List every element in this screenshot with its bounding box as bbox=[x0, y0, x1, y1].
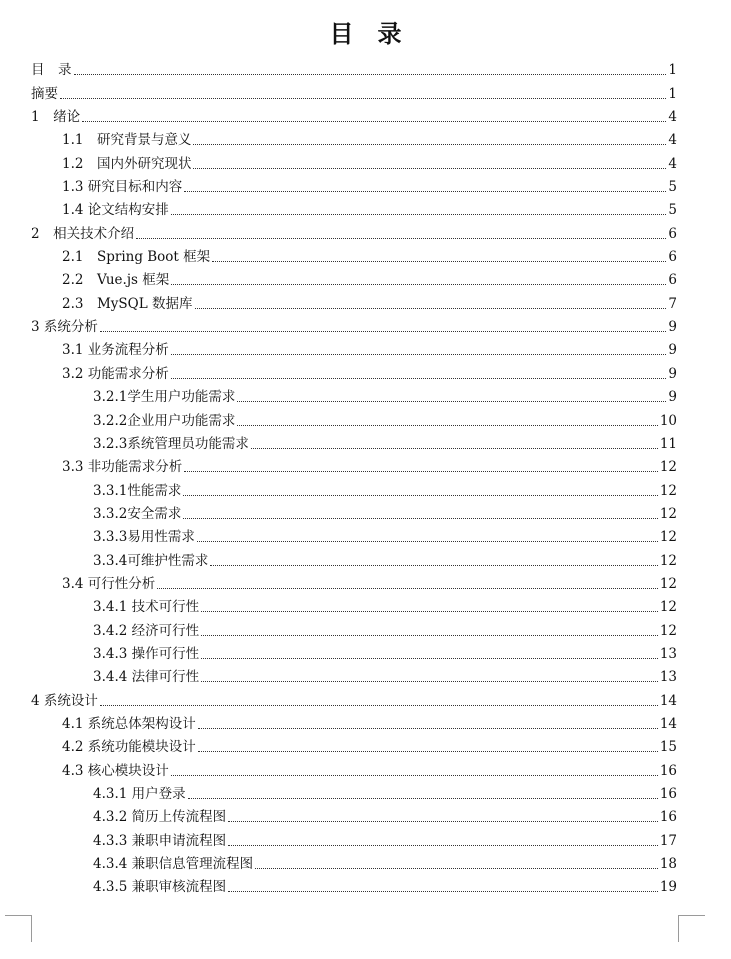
toc-dot-leader bbox=[228, 844, 658, 846]
toc-dot-leader bbox=[195, 307, 667, 309]
toc-dot-leader bbox=[193, 167, 666, 169]
toc-entry-label: 1 绪论 bbox=[31, 109, 81, 126]
toc-entry[interactable] bbox=[31, 429, 677, 452]
toc-dot-leader bbox=[201, 634, 658, 636]
toc-entry[interactable] bbox=[31, 358, 677, 381]
toc-entry-page-number: 6 bbox=[668, 225, 677, 242]
toc-entry[interactable] bbox=[31, 148, 677, 171]
toc-entry[interactable] bbox=[31, 592, 677, 615]
toc-dot-leader bbox=[184, 190, 666, 192]
toc-entry-label: 目 录 bbox=[31, 62, 72, 79]
toc-entry-label: 3.2.2企业用户功能需求 bbox=[93, 412, 236, 429]
toc-entry[interactable] bbox=[31, 335, 677, 358]
toc-entry-page-number: 4 bbox=[668, 132, 677, 149]
toc-entry-label: 4.2 系统功能模块设计 bbox=[62, 739, 196, 756]
toc-entry-page-number: 12 bbox=[659, 622, 677, 639]
toc-dot-leader bbox=[100, 704, 658, 706]
toc-entry-page-number: 12 bbox=[659, 459, 677, 476]
toc-entry[interactable] bbox=[31, 569, 677, 592]
toc-entry[interactable] bbox=[31, 172, 677, 195]
toc-entry-page-number: 12 bbox=[659, 575, 677, 592]
toc-entry-page-number: 14 bbox=[659, 692, 677, 709]
toc-entry-label: 4.1 系统总体架构设计 bbox=[62, 715, 196, 732]
toc-entry-label: 3.2 功能需求分析 bbox=[62, 365, 169, 382]
toc-entry-page-number: 16 bbox=[659, 762, 677, 779]
toc-entry-label: 4 系统设计 bbox=[31, 692, 98, 709]
toc-entry-page-number: 1 bbox=[668, 62, 677, 79]
toc-entry-page-number: 12 bbox=[659, 505, 677, 522]
toc-dot-leader bbox=[171, 377, 667, 379]
toc-entry-page-number: 19 bbox=[659, 879, 677, 896]
toc-entry-page-number: 14 bbox=[659, 715, 677, 732]
toc-entry-page-number: 5 bbox=[668, 179, 677, 196]
table-of-contents bbox=[31, 55, 677, 895]
toc-entry-page-number: 17 bbox=[659, 832, 677, 849]
toc-entry[interactable] bbox=[31, 755, 677, 778]
toc-entry-label: 1.1 研究背景与意义 bbox=[62, 132, 192, 149]
toc-entry[interactable] bbox=[31, 55, 677, 78]
toc-entry-page-number: 12 bbox=[659, 482, 677, 499]
toc-entry-label: 1.4 论文结构安排 bbox=[62, 202, 169, 219]
toc-entry-label: 3.4.2 经济可行性 bbox=[93, 622, 200, 639]
toc-entry[interactable] bbox=[31, 849, 677, 872]
toc-dot-leader bbox=[171, 774, 658, 776]
toc-entry-label: 3.3 非功能需求分析 bbox=[62, 459, 183, 476]
toc-entry-label: 3 系统分析 bbox=[31, 319, 98, 336]
toc-dot-leader bbox=[100, 330, 667, 332]
toc-entry-label: 3.1 业务流程分析 bbox=[62, 342, 169, 359]
toc-entry[interactable] bbox=[31, 825, 677, 848]
toc-entry[interactable] bbox=[31, 405, 677, 428]
toc-entry-page-number: 9 bbox=[668, 389, 677, 406]
toc-entry-page-number: 6 bbox=[668, 272, 677, 289]
toc-entry[interactable] bbox=[31, 545, 677, 568]
toc-entry-page-number: 12 bbox=[659, 552, 677, 569]
toc-entry-page-number: 13 bbox=[659, 645, 677, 662]
toc-dot-leader bbox=[212, 260, 666, 262]
toc-dot-leader bbox=[183, 494, 657, 496]
toc-dot-leader bbox=[198, 750, 658, 752]
toc-entry-page-number: 6 bbox=[668, 249, 677, 266]
toc-entry[interactable] bbox=[31, 78, 677, 101]
toc-entry-label: 4.3.1 用户登录 bbox=[93, 786, 186, 802]
toc-entry-page-number: 9 bbox=[668, 365, 677, 382]
toc-entry-page-number: 4 bbox=[668, 109, 677, 126]
toc-dot-leader bbox=[237, 400, 666, 402]
toc-dot-leader bbox=[193, 143, 666, 145]
toc-entry-label: 4.3.5 兼职审核流程图 bbox=[93, 879, 227, 896]
toc-entry-page-number: 10 bbox=[659, 412, 677, 429]
toc-entry-label: 3.3.4可维护性需求 bbox=[93, 552, 209, 569]
toc-entry-page-number: 13 bbox=[659, 669, 677, 686]
toc-dot-leader bbox=[188, 797, 658, 799]
toc-entry[interactable] bbox=[31, 475, 677, 498]
toc-entry-page-number: 15 bbox=[659, 739, 677, 756]
toc-entry-label: 3.4.3 操作可行性 bbox=[93, 645, 200, 662]
toc-entry[interactable] bbox=[31, 732, 677, 755]
toc-entry-label: 1.3 研究目标和内容 bbox=[62, 179, 183, 196]
toc-dot-leader bbox=[157, 587, 658, 589]
toc-entry[interactable] bbox=[31, 709, 677, 732]
toc-entry[interactable] bbox=[31, 312, 677, 335]
toc-dot-leader bbox=[255, 867, 658, 869]
toc-entry[interactable] bbox=[31, 802, 677, 825]
toc-entry-page-number: 16 bbox=[659, 809, 677, 826]
page-title: 目 录 bbox=[329, 20, 402, 48]
toc-dot-leader bbox=[198, 727, 658, 729]
toc-dot-leader bbox=[74, 73, 667, 75]
toc-entry-label: 3.3.2安全需求 bbox=[93, 505, 182, 522]
toc-entry-label: 摘要 bbox=[31, 85, 58, 102]
toc-entry-label: 3.2.3系统管理员功能需求 bbox=[93, 435, 249, 452]
toc-entry[interactable] bbox=[31, 218, 677, 241]
toc-entry-page-number: 18 bbox=[659, 856, 677, 873]
toc-entry[interactable] bbox=[31, 288, 677, 311]
toc-entry[interactable] bbox=[31, 499, 677, 522]
toc-dot-leader bbox=[136, 237, 666, 239]
toc-entry-page-number: 4 bbox=[668, 155, 677, 172]
toc-dot-leader bbox=[171, 213, 667, 215]
toc-entry[interactable] bbox=[31, 779, 677, 802]
toc-entry-page-number: 12 bbox=[659, 599, 677, 616]
toc-entry-label: 3.4.4 法律可行性 bbox=[93, 669, 200, 686]
toc-entry-label: 2 相关技术介绍 bbox=[31, 225, 135, 242]
toc-dot-leader bbox=[228, 820, 658, 822]
toc-entry-page-number: 11 bbox=[659, 435, 677, 452]
toc-entry-label: 4.3.4 兼职信息管理流程图 bbox=[93, 856, 254, 873]
toc-dot-leader bbox=[82, 120, 666, 122]
toc-dot-leader bbox=[171, 283, 666, 285]
toc-dot-leader bbox=[237, 424, 657, 426]
toc-dot-leader bbox=[251, 447, 658, 449]
toc-entry[interactable] bbox=[31, 639, 677, 662]
toc-entry[interactable] bbox=[31, 382, 677, 405]
toc-entry-label: 4.3.3 兼职申请流程图 bbox=[93, 832, 227, 849]
toc-entry-page-number: 5 bbox=[668, 202, 677, 219]
toc-dot-leader bbox=[210, 564, 657, 566]
toc-entry[interactable] bbox=[31, 662, 677, 685]
toc-entry[interactable] bbox=[31, 125, 677, 148]
toc-dot-leader bbox=[184, 470, 658, 472]
toc-entry[interactable] bbox=[31, 195, 677, 218]
toc-dot-leader bbox=[60, 97, 666, 99]
toc-entry[interactable] bbox=[31, 685, 677, 708]
toc-entry-page-number: 16 bbox=[659, 786, 677, 802]
page-corner-mark-left bbox=[5, 915, 32, 942]
toc-entry[interactable] bbox=[31, 102, 677, 125]
toc-entry-page-number: 9 bbox=[668, 342, 677, 359]
toc-entry[interactable] bbox=[31, 615, 677, 638]
toc-dot-leader bbox=[171, 353, 667, 355]
toc-entry-label: 2.1 Spring Boot 框架 bbox=[62, 249, 211, 266]
toc-entry-page-number: 12 bbox=[659, 529, 677, 546]
toc-entry-label: 2.2 Vue.js 框架 bbox=[62, 272, 170, 289]
toc-dot-leader bbox=[201, 657, 658, 659]
toc-entry-label: 3.4.1 技术可行性 bbox=[93, 599, 200, 616]
toc-entry[interactable] bbox=[31, 522, 677, 545]
toc-entry-label: 3.3.3易用性需求 bbox=[93, 529, 195, 546]
toc-entry-label: 4.3 核心模块设计 bbox=[62, 762, 169, 779]
toc-entry-label: 2.3 MySQL 数据库 bbox=[62, 295, 193, 312]
toc-dot-leader bbox=[197, 540, 658, 542]
toc-entry-label: 1.2 国内外研究现状 bbox=[62, 155, 192, 172]
toc-entry-label: 4.3.2 简历上传流程图 bbox=[93, 809, 227, 826]
toc-entry[interactable] bbox=[31, 452, 677, 475]
page-corner-mark-right bbox=[678, 915, 705, 942]
toc-dot-leader bbox=[201, 610, 658, 612]
toc-dot-leader bbox=[201, 680, 658, 682]
toc-entry-label: 3.4 可行性分析 bbox=[62, 575, 156, 592]
toc-entry-page-number: 7 bbox=[668, 295, 677, 312]
toc-entry-page-number: 1 bbox=[668, 85, 677, 102]
toc-entry-page-number: 9 bbox=[668, 319, 677, 336]
toc-dot-leader bbox=[183, 517, 657, 519]
toc-entry[interactable] bbox=[31, 265, 677, 288]
toc-entry-label: 3.3.1性能需求 bbox=[93, 482, 182, 499]
toc-entry-label: 3.2.1学生用户功能需求 bbox=[93, 389, 236, 406]
toc-entry[interactable] bbox=[31, 242, 677, 265]
toc-entry[interactable] bbox=[31, 872, 677, 895]
toc-dot-leader bbox=[228, 890, 658, 892]
